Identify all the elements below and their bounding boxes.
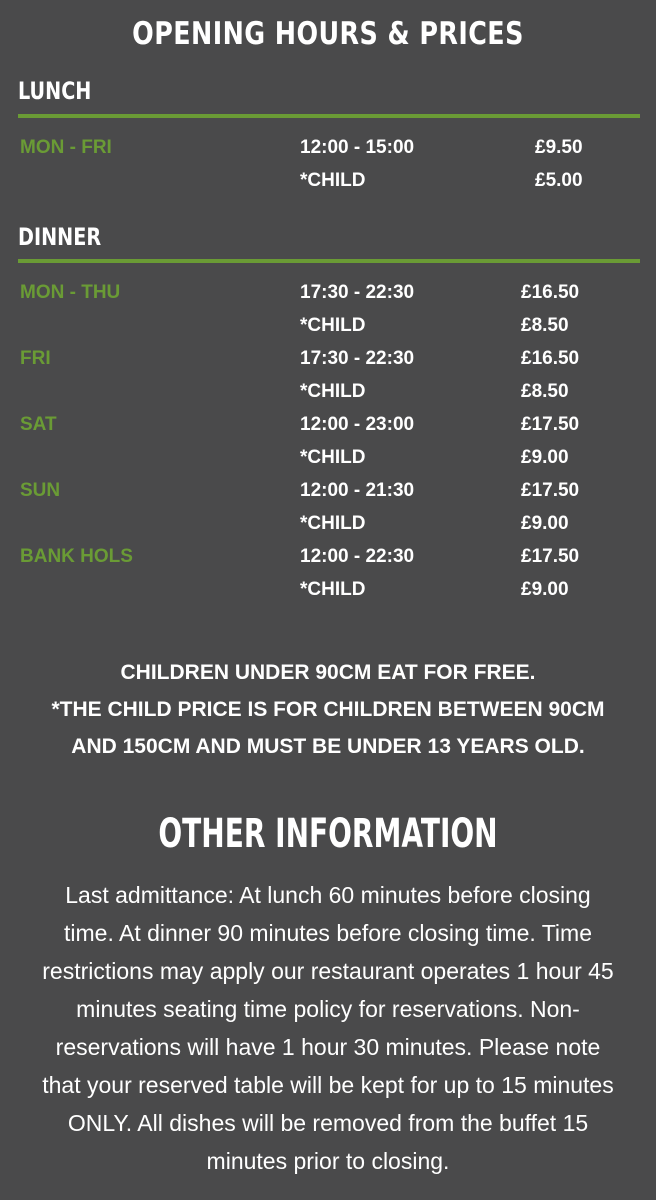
- lunch-row: [0, 164, 656, 197]
- time-range: *CHILD: [300, 579, 366, 600]
- time-range: *CHILD: [300, 315, 366, 336]
- price: £16.50: [521, 282, 580, 303]
- time-range: 17:30 - 22:30: [300, 348, 415, 369]
- day-label: MON - FRI: [20, 137, 112, 158]
- dinner-row: [0, 375, 656, 408]
- time-range: 12:00 - 15:00: [300, 137, 415, 158]
- price: £9.00: [521, 447, 569, 468]
- lunch-divider: [18, 114, 640, 118]
- price: £8.50: [521, 381, 569, 402]
- price: £9.50: [535, 137, 583, 158]
- info-line: minutes seating time policy for reservations. Non-: [76, 996, 580, 1022]
- child-price-notes: [0, 654, 656, 765]
- price: £9.00: [521, 513, 569, 534]
- other-information-heading: OTHER INFORMATION: [158, 811, 498, 857]
- dinner-row: [0, 573, 656, 606]
- dinner-row: [0, 276, 656, 309]
- time-range: 12:00 - 22:30: [300, 546, 415, 567]
- time-range: *CHILD: [300, 447, 366, 468]
- note-line: *THE CHILD PRICE IS FOR CHILDREN BETWEEN 90CM: [51, 698, 605, 721]
- price: £17.50: [521, 546, 580, 567]
- info-line: reservations will have 1 hour 30 minutes. Please note: [55, 1034, 601, 1060]
- lunch-row: [0, 131, 656, 164]
- page-title: OPENING HOURS & PRICES: [132, 16, 524, 52]
- time-range: 12:00 - 23:00: [300, 414, 415, 435]
- day-label: BANK HOLS: [20, 546, 133, 567]
- dinner-row: [0, 441, 656, 474]
- other-information-text: [0, 876, 656, 1180]
- price: £5.00: [535, 170, 583, 191]
- dinner-row: [0, 408, 656, 441]
- dinner-divider: [18, 259, 640, 263]
- time-range: *CHILD: [300, 381, 366, 402]
- day-label: MON - THU: [20, 282, 121, 303]
- price: £17.50: [521, 480, 580, 501]
- info-line: restrictions may apply our restaurant operates 1 hour 45: [42, 958, 614, 984]
- time-range: *CHILD: [300, 513, 366, 534]
- note-line: CHILDREN UNDER 90CM EAT FOR FREE.: [120, 661, 536, 684]
- info-line: ONLY. All dishes will be removed from the buffet 15: [67, 1110, 589, 1136]
- price: £9.00: [521, 579, 569, 600]
- info-line: Last admittance: At lunch 60 minutes before closing: [65, 882, 591, 908]
- time-range: 12:00 - 21:30: [300, 480, 415, 501]
- dinner-row: [0, 474, 656, 507]
- time-range: *CHILD: [300, 170, 366, 191]
- dinner-row: [0, 309, 656, 342]
- dinner-row: [0, 540, 656, 573]
- dinner-heading: DINNER: [18, 223, 102, 251]
- price: £8.50: [521, 315, 569, 336]
- note-line: AND 150CM AND MUST BE UNDER 13 YEARS OLD.: [71, 735, 585, 758]
- day-label: SAT: [20, 414, 57, 435]
- price: £17.50: [521, 414, 580, 435]
- dinner-row: [0, 342, 656, 375]
- info-line: time. At dinner 90 minutes before closing time. Time: [64, 920, 592, 946]
- price: £16.50: [521, 348, 580, 369]
- day-label: SUN: [20, 480, 61, 501]
- time-range: 17:30 - 22:30: [300, 282, 415, 303]
- info-line: minutes prior to closing.: [206, 1148, 450, 1174]
- day-label: FRI: [20, 348, 51, 369]
- info-line: that your reserved table will be kept for up to 15 minutes: [42, 1072, 614, 1098]
- dinner-row: [0, 507, 656, 540]
- lunch-heading: LUNCH: [18, 77, 92, 105]
